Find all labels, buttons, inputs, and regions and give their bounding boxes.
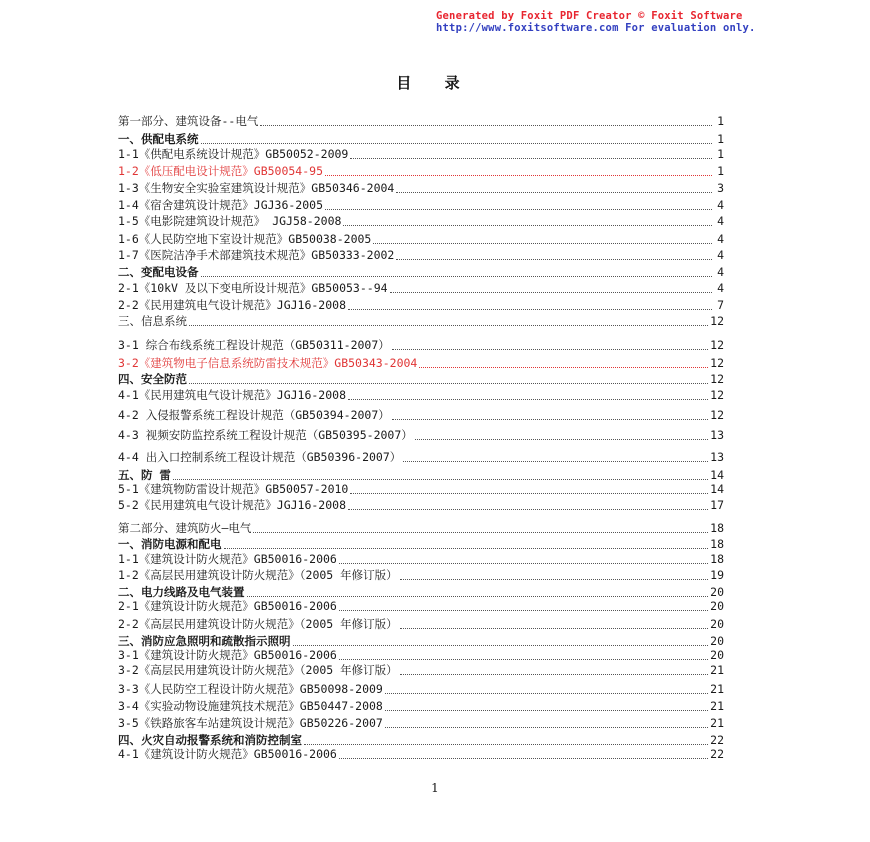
toc-entry-label: 2-1《10kV 及以下变电所设计规范》GB50053--94	[118, 281, 388, 295]
toc-entry-label: 3-5《铁路旅客车站建筑设计规范》GB50226-2007	[118, 716, 383, 730]
toc-entry-label: 1-5《电影院建筑设计规范》 JGJ58-2008	[118, 214, 342, 228]
watermark-line-2: http://www.foxitsoftware.com For evaluation only.	[436, 22, 756, 34]
toc-entry[interactable]	[118, 427, 724, 442]
toc-entry[interactable]	[118, 715, 724, 730]
toc-entry[interactable]	[118, 497, 724, 512]
toc-leader-dots	[343, 224, 712, 226]
toc-entry-page: 4	[717, 265, 724, 279]
toc-entry[interactable]	[118, 681, 724, 696]
toc-entry-label: 3-4《实验动物设施建筑技术规范》GB50447-2008	[118, 699, 383, 713]
toc-leader-dots	[400, 673, 709, 675]
page-number: 1	[431, 781, 439, 795]
toc-entry-label: 一、消防电源和配电	[118, 537, 222, 551]
toc-entry-label: 四、火灾自动报警系统和消防控制室	[118, 733, 302, 747]
toc-leader-dots	[339, 562, 708, 564]
toc-leader-dots	[339, 757, 708, 759]
toc-leader-dots	[392, 348, 708, 350]
toc-entry[interactable]	[118, 264, 724, 279]
toc-entry-page: 21	[710, 699, 724, 713]
toc-leader-dots	[224, 547, 709, 549]
toc-entry-label: 1-4《宿舍建筑设计规范》JGJ36-2005	[118, 198, 324, 212]
toc-entry[interactable]	[118, 197, 724, 212]
toc-entry-label: 4-2 入侵报警系统工程设计规范（GB50394-2007）	[118, 408, 390, 422]
toc-leader-dots	[189, 324, 708, 326]
toc-leader-dots	[293, 644, 709, 646]
toc-entry-page: 4	[717, 198, 724, 212]
toc-entry-page: 20	[710, 648, 724, 662]
toc-entry-page: 4	[717, 281, 724, 295]
toc-leader-dots	[415, 438, 708, 440]
toc-entry[interactable]	[118, 337, 724, 352]
toc-entry-label: 四、安全防范	[118, 372, 187, 386]
toc-entry-label: 1-3《生物安全实验室建筑设计规范》GB50346-2004	[118, 181, 395, 195]
toc-entry[interactable]	[118, 297, 724, 312]
toc-leader-dots	[247, 595, 709, 597]
toc-leader-dots	[385, 692, 708, 694]
toc-leader-dots	[260, 124, 712, 126]
toc-entry[interactable]	[118, 355, 724, 370]
toc-entry-label: 3-1 综合布线系统工程设计规范（GB50311-2007）	[118, 338, 390, 352]
toc-entry[interactable]	[118, 647, 724, 662]
toc-leader-dots	[403, 460, 708, 462]
toc-entry-label: 3-2《高层民用建筑设计防火规范》（2005 年修订版）	[118, 663, 398, 677]
toc-entry[interactable]	[118, 567, 724, 582]
toc-entry-page: 20	[710, 599, 724, 613]
toc-entry-label: 1-7《医院洁净手术部建筑技术规范》GB50333-2002	[118, 248, 395, 262]
toc-entry[interactable]	[118, 536, 724, 551]
toc-entry-label: 5-2《民用建筑电气设计规范》JGJ16-2008	[118, 498, 347, 512]
foxit-watermark	[436, 10, 856, 34]
toc-entry[interactable]	[118, 247, 724, 262]
toc-entry[interactable]	[118, 633, 724, 648]
toc-leader-dots	[173, 478, 708, 480]
toc-entry-page: 21	[710, 682, 724, 696]
toc-leader-dots	[348, 308, 712, 310]
toc-entry-page: 20	[710, 634, 724, 648]
toc-entry-label: 一、供配电系统	[118, 132, 199, 146]
toc-entry-page: 13	[710, 450, 724, 464]
toc-entry[interactable]	[118, 231, 724, 246]
toc-entry-page: 18	[710, 537, 724, 551]
toc-entry-page: 4	[717, 214, 724, 228]
toc-entry-label: 五、防 雷	[118, 468, 171, 482]
toc-entry-label: 5-1《建筑物防雷设计规范》GB50057-2010	[118, 482, 349, 496]
toc-entry-page: 1	[717, 147, 724, 161]
toc-leader-dots	[339, 609, 708, 611]
toc-entry[interactable]	[118, 113, 724, 128]
toc-entry[interactable]	[118, 732, 724, 747]
toc-entry-label: 4-1《民用建筑电气设计规范》JGJ16-2008	[118, 388, 347, 402]
toc-entry[interactable]	[118, 584, 724, 599]
toc-entry-label: 1-2《低压配电设计规范》GB50054-95	[118, 164, 324, 178]
toc-entry-label: 3-1《建筑设计防火规范》GB50016-2006	[118, 648, 337, 662]
toc-entry[interactable]	[118, 313, 724, 328]
toc-entry-label: 第二部分、建筑防火—电气	[118, 521, 252, 535]
toc-entry-page: 12	[710, 388, 724, 402]
toc-entry[interactable]	[118, 387, 724, 402]
toc-entry-page: 12	[710, 356, 724, 370]
toc-entry-page: 14	[710, 468, 724, 482]
toc-entry-page: 7	[717, 298, 724, 312]
toc-entry-label: 3-3《人民防空工程设计防火规范》GB50098-2009	[118, 682, 383, 696]
toc-leader-dots	[189, 382, 708, 384]
toc-leader-dots	[385, 709, 708, 711]
toc-entry-page: 4	[717, 232, 724, 246]
toc-entry-label: 三、消防应急照明和疏散指示照明	[118, 634, 291, 648]
toc-entry[interactable]	[118, 180, 724, 195]
toc-entry-page: 19	[710, 568, 724, 582]
toc-entry-label: 2-1《建筑设计防火规范》GB50016-2006	[118, 599, 337, 613]
toc-entry[interactable]	[118, 371, 724, 386]
toc-entry[interactable]	[118, 746, 724, 761]
toc-entry-page: 21	[710, 663, 724, 677]
toc-leader-dots	[385, 726, 708, 728]
toc-entry[interactable]	[118, 481, 724, 496]
toc-entry-page: 18	[710, 552, 724, 566]
toc-title: 目 录	[396, 74, 474, 92]
toc-entry[interactable]	[118, 662, 724, 677]
toc-entry[interactable]	[118, 449, 724, 464]
toc-entry[interactable]	[118, 467, 724, 482]
toc-entry-page: 22	[710, 733, 724, 747]
toc-entry-page: 12	[710, 314, 724, 328]
toc-entry-label: 三、信息系统	[118, 314, 187, 328]
toc-entry-page: 22	[710, 747, 724, 761]
toc-entry-page: 3	[717, 181, 724, 195]
toc-leader-dots	[392, 418, 708, 420]
toc-leader-dots	[350, 492, 708, 494]
toc-entry-label: 3-2《建筑物电子信息系统防雷技术规范》GB50343-2004	[118, 356, 418, 370]
toc-leader-dots	[348, 508, 708, 510]
toc-leader-dots	[350, 157, 712, 159]
toc-entry-label: 1-1《建筑设计防火规范》GB50016-2006	[118, 552, 337, 566]
toc-entry-page: 14	[710, 482, 724, 496]
toc-entry-page: 12	[710, 408, 724, 422]
toc-leader-dots	[304, 743, 708, 745]
toc-leader-dots	[348, 398, 708, 400]
toc-leader-dots	[400, 578, 709, 580]
toc-entry-label: 4-4 出入口控制系统工程设计规范（GB50396-2007）	[118, 450, 402, 464]
toc-entry-label: 2-2《民用建筑电气设计规范》JGJ16-2008	[118, 298, 347, 312]
toc-entry-label: 2-2《高层民用建筑设计防火规范》（2005 年修订版）	[118, 617, 398, 631]
toc-entry-page: 12	[710, 338, 724, 352]
toc-entry-label: 1-6《人民防空地下室设计规范》GB50038-2005	[118, 232, 372, 246]
toc-entry-label: 1-1《供配电系统设计规范》GB50052-2009	[118, 147, 349, 161]
toc-entry-label: 第一部分、建筑设备--电气	[118, 114, 259, 128]
toc-entry[interactable]	[118, 407, 724, 422]
toc-leader-dots	[373, 242, 712, 244]
toc-entry[interactable]	[118, 616, 724, 631]
toc-leader-dots	[390, 291, 712, 293]
toc-entry[interactable]	[118, 146, 724, 161]
toc-entry[interactable]	[118, 598, 724, 613]
toc-entry[interactable]	[118, 698, 724, 713]
toc-entry[interactable]	[118, 213, 724, 228]
toc-entry-label: 1-2《高层民用建筑设计防火规范》（2005 年修订版）	[118, 568, 398, 582]
toc-leader-dots	[325, 208, 712, 210]
toc-leader-dots	[325, 174, 712, 176]
toc-entry[interactable]	[118, 163, 724, 178]
toc-leader-dots	[419, 366, 708, 368]
toc-entry-page: 18	[710, 521, 724, 535]
toc-entry-page: 13	[710, 428, 724, 442]
toc-entry[interactable]	[118, 131, 724, 146]
toc-entry-page: 4	[717, 248, 724, 262]
toc-leader-dots	[396, 258, 712, 260]
toc-entry[interactable]	[118, 551, 724, 566]
toc-leader-dots	[400, 627, 709, 629]
toc-entry-label: 二、变配电设备	[118, 265, 199, 279]
toc-entry-page: 1	[717, 164, 724, 178]
toc-leader-dots	[253, 531, 708, 533]
toc-entry-page: 17	[710, 498, 724, 512]
toc-leader-dots	[396, 191, 712, 193]
toc-entry-page: 20	[710, 617, 724, 631]
toc-entry-page: 21	[710, 716, 724, 730]
toc-entry-label: 二、电力线路及电气装置	[118, 585, 245, 599]
toc-entry-page: 1	[717, 132, 724, 146]
toc-entry-label: 4-1《建筑设计防火规范》GB50016-2006	[118, 747, 337, 761]
toc-entry[interactable]	[118, 280, 724, 295]
toc-leader-dots	[201, 142, 713, 144]
toc-entry-label: 4-3 视频安防监控系统工程设计规范（GB50395-2007）	[118, 428, 413, 442]
toc-entry[interactable]	[118, 520, 724, 535]
toc-entry-page: 12	[710, 372, 724, 386]
watermark-line-1: Generated by Foxit PDF Creator © Foxit Software	[436, 10, 743, 22]
toc-entry-page: 20	[710, 585, 724, 599]
toc-leader-dots	[339, 658, 708, 660]
toc-leader-dots	[201, 275, 713, 277]
toc-entry-page: 1	[717, 114, 724, 128]
